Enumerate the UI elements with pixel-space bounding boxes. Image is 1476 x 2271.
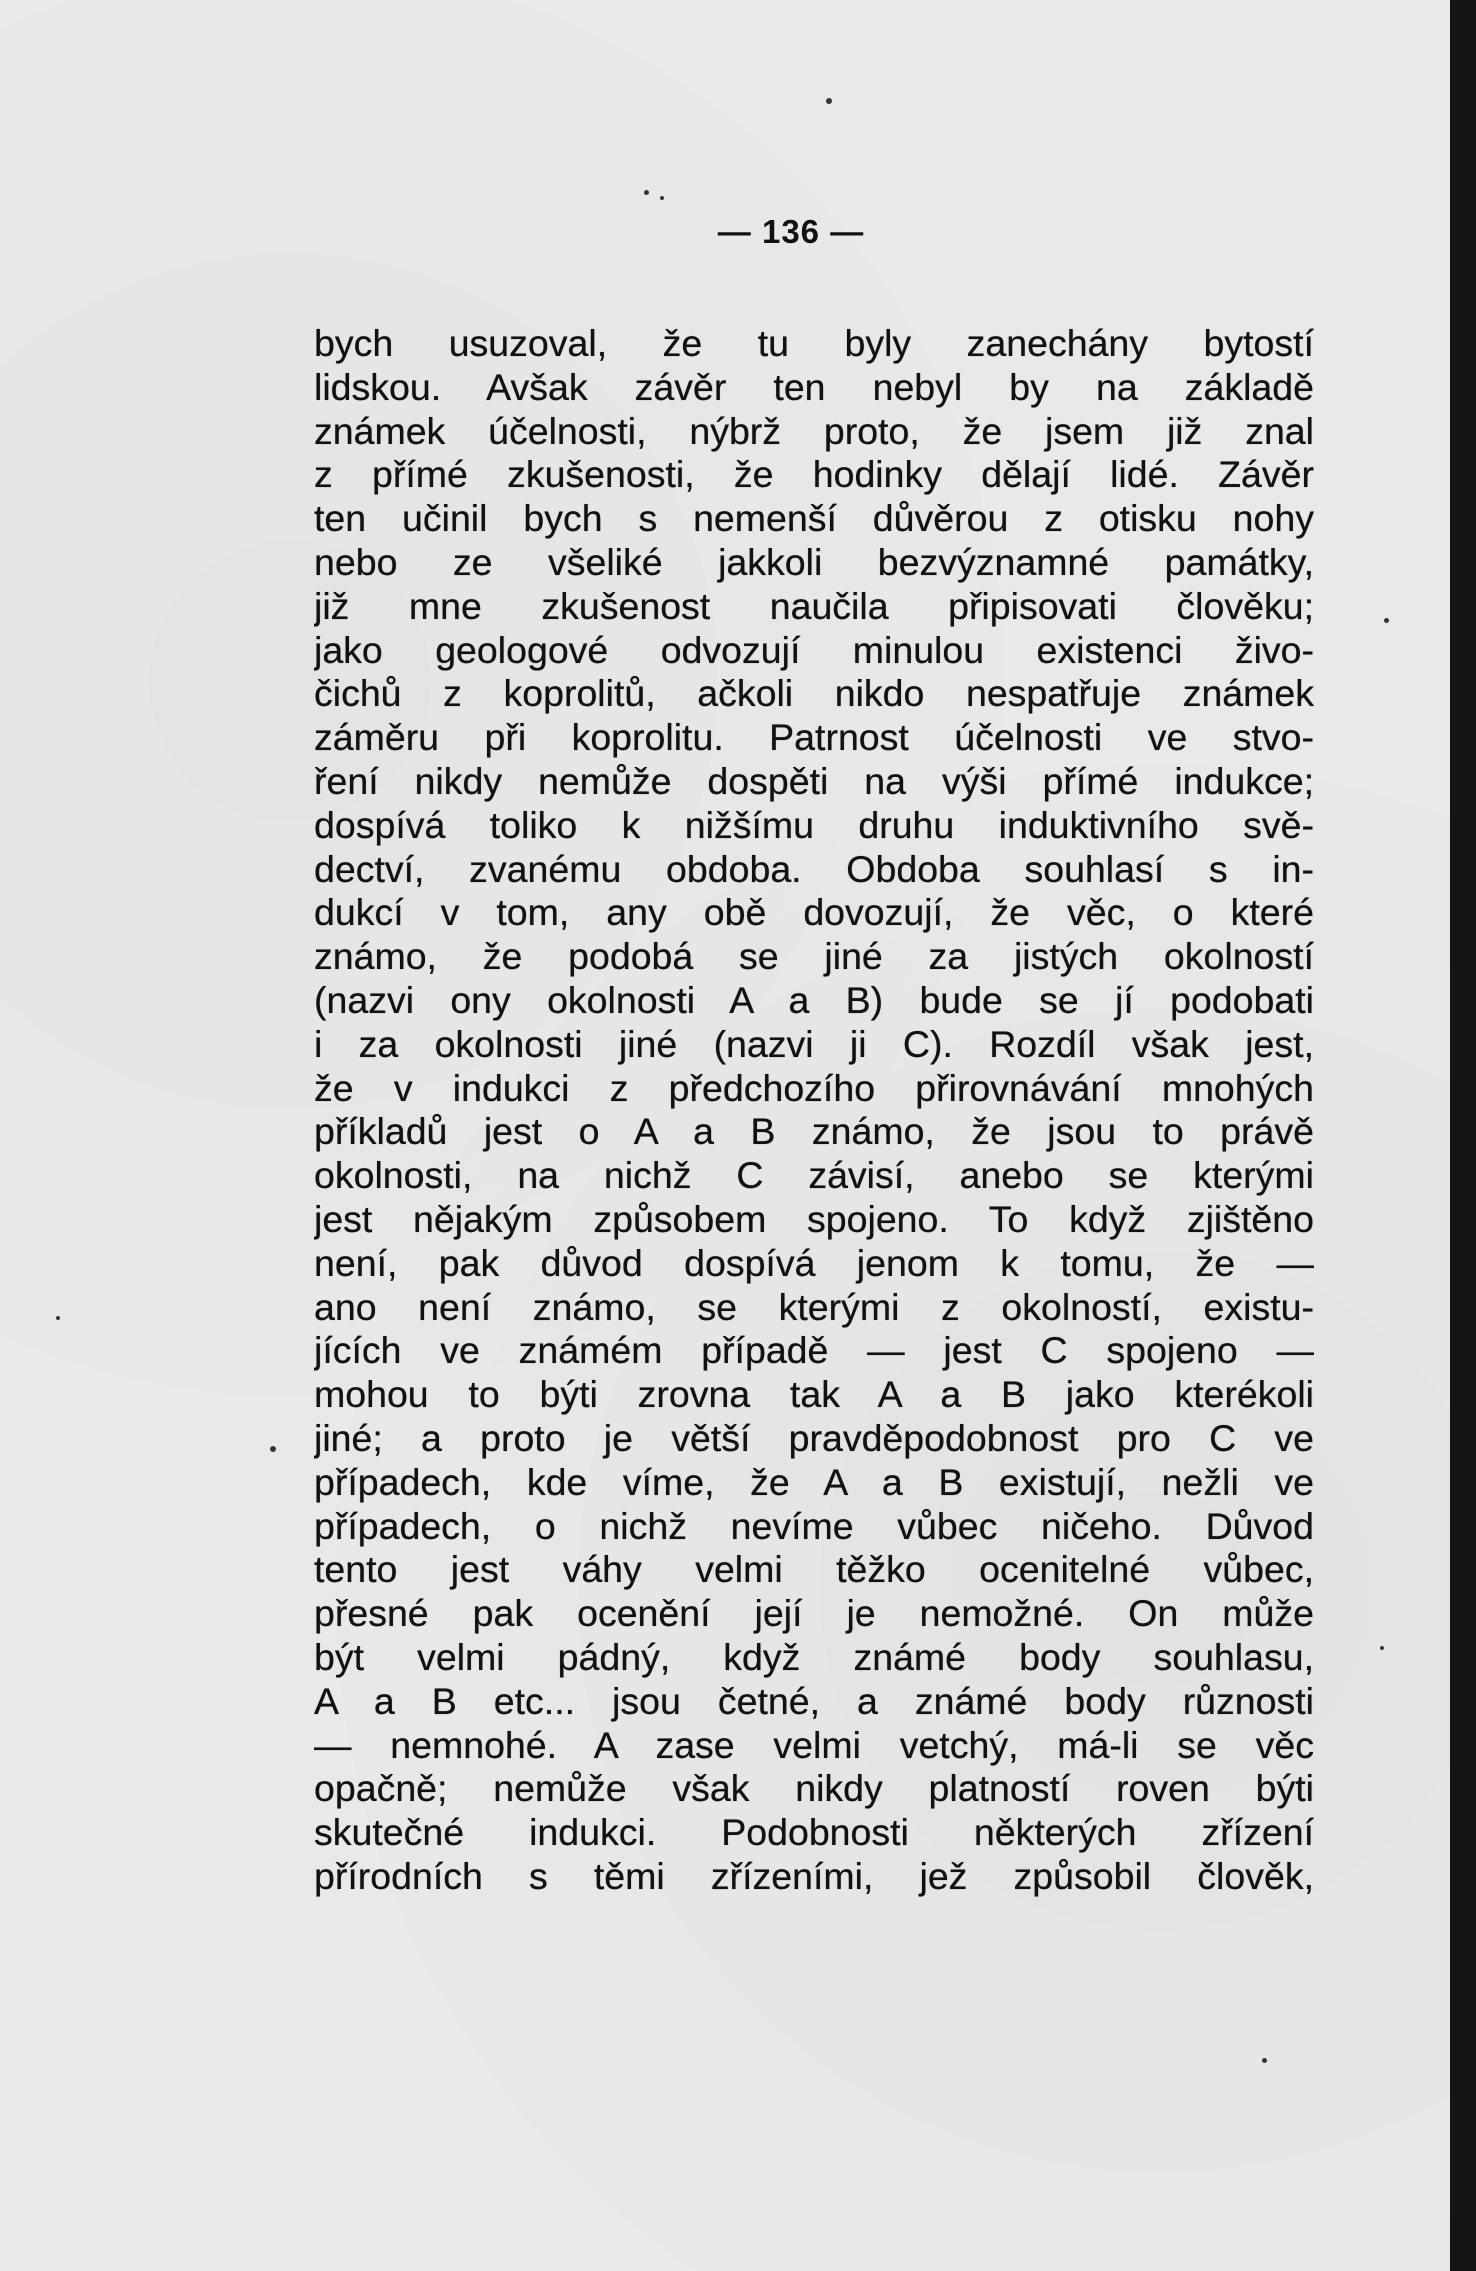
paper-speck <box>644 190 649 195</box>
text-line: již mne zkušenost naučila připisovati člověku; <box>314 584 1314 627</box>
text-line: známo, že podobá se jiné za jistých okolností <box>314 935 1314 978</box>
text-line: záměru při koprolitu. Patrnost účelnosti ve stvo- <box>314 716 1314 759</box>
text-line: nebo ze všeliké jakkoli bezvýznamné památky, <box>314 540 1314 583</box>
paper-speck <box>270 1446 276 1452</box>
text-line: není, pak důvod dospívá jenom k tomu, že — <box>314 1241 1314 1284</box>
text-line: být velmi pádný, když známé body souhlasu, <box>314 1635 1314 1678</box>
text-line: ten učinil bych s nemenší důvěrou z otisku nohy <box>314 497 1314 540</box>
text-line: čichů z koprolitů, ačkoli nikdo nespatřuje známek <box>314 672 1314 715</box>
page-edge-shadow <box>1450 0 1476 2271</box>
text-line: i za okolnosti jiné (nazvi ji C). Rozdíl však jest, <box>314 1022 1314 1065</box>
text-line: ano není známo, se kterými z okolností, existu- <box>314 1285 1314 1328</box>
text-line: příkladů jest o A a B známo, že jsou to právě <box>314 1110 1314 1153</box>
text-line: tento jest váhy velmi těžko ocenitelné vůbec, <box>314 1548 1314 1591</box>
text-line: skutečné indukci. Podobnosti některých zřízení <box>314 1811 1314 1854</box>
text-line: (nazvi ony okolnosti A a B) bude se jí podobati <box>314 978 1314 1021</box>
text-line: jest nějakým způsobem spojeno. To když zjištěno <box>314 1197 1314 1240</box>
text-line: dukcí v tom, any obě dovozují, že věc, o které <box>314 891 1314 934</box>
text-line: ření nikdy nemůže dospěti na výši přímé indukce; <box>314 759 1314 802</box>
text-line: dospívá toliko k nižšímu druhu induktivního svě- <box>314 803 1314 846</box>
text-line: jako geologové odvozují minulou existenci živo- <box>314 628 1314 671</box>
text-line: dectví, zvanému obdoba. Obdoba souhlasí s in- <box>314 847 1314 890</box>
text-line: mohou to býti zrovna tak A a B jako kterékoli <box>314 1373 1314 1416</box>
text-line: případech, kde víme, že A a B existují, nežli ve <box>314 1460 1314 1503</box>
text-line: opačně; nemůže však nikdy platností roven býti <box>314 1767 1314 1810</box>
paper-speck <box>660 196 664 200</box>
paper-speck <box>826 98 832 104</box>
paper-speck <box>56 1316 60 1320</box>
text-line: přírodních s těmi zřízeními, jež způsobil člověk, <box>314 1854 1314 1897</box>
text-line: známek účelnosti, nýbrž proto, že jsem již znal <box>314 409 1314 452</box>
text-line: jících ve známém případě — jest C spojeno — <box>314 1329 1314 1372</box>
text-line: okolnosti, na nichž C závisí, anebo se kterými <box>314 1154 1314 1197</box>
page-number: — 136 — <box>717 213 865 250</box>
text-line: lidskou. Avšak závěr ten nebyl by na základě <box>314 365 1314 408</box>
text-line: A a B etc... jsou četné, a známé body různosti <box>314 1679 1314 1722</box>
text-line: případech, o nichž nevíme vůbec ničeho. Důvod <box>314 1504 1314 1547</box>
text-line: jiné; a proto je větší pravděpodobnost pro C ve <box>314 1416 1314 1459</box>
paper-speck <box>1262 2058 1267 2063</box>
text-line: bych usuzoval, že tu byly zanechány bytostí <box>314 322 1314 364</box>
paper-speck <box>1380 1646 1384 1650</box>
body-text <box>314 322 1314 1899</box>
text-line: z přímé zkušenosti, že hodinky dělají lidé. Závěr <box>314 453 1314 496</box>
text-line: přesné pak ocenění její je nemožné. On může <box>314 1592 1314 1635</box>
paper-speck <box>1384 618 1389 623</box>
text-line: — nemnohé. A zase velmi vetchý, má-li se věc <box>314 1723 1314 1766</box>
text-line: že v indukci z předchozího přirovnávání mnohých <box>314 1066 1314 1109</box>
